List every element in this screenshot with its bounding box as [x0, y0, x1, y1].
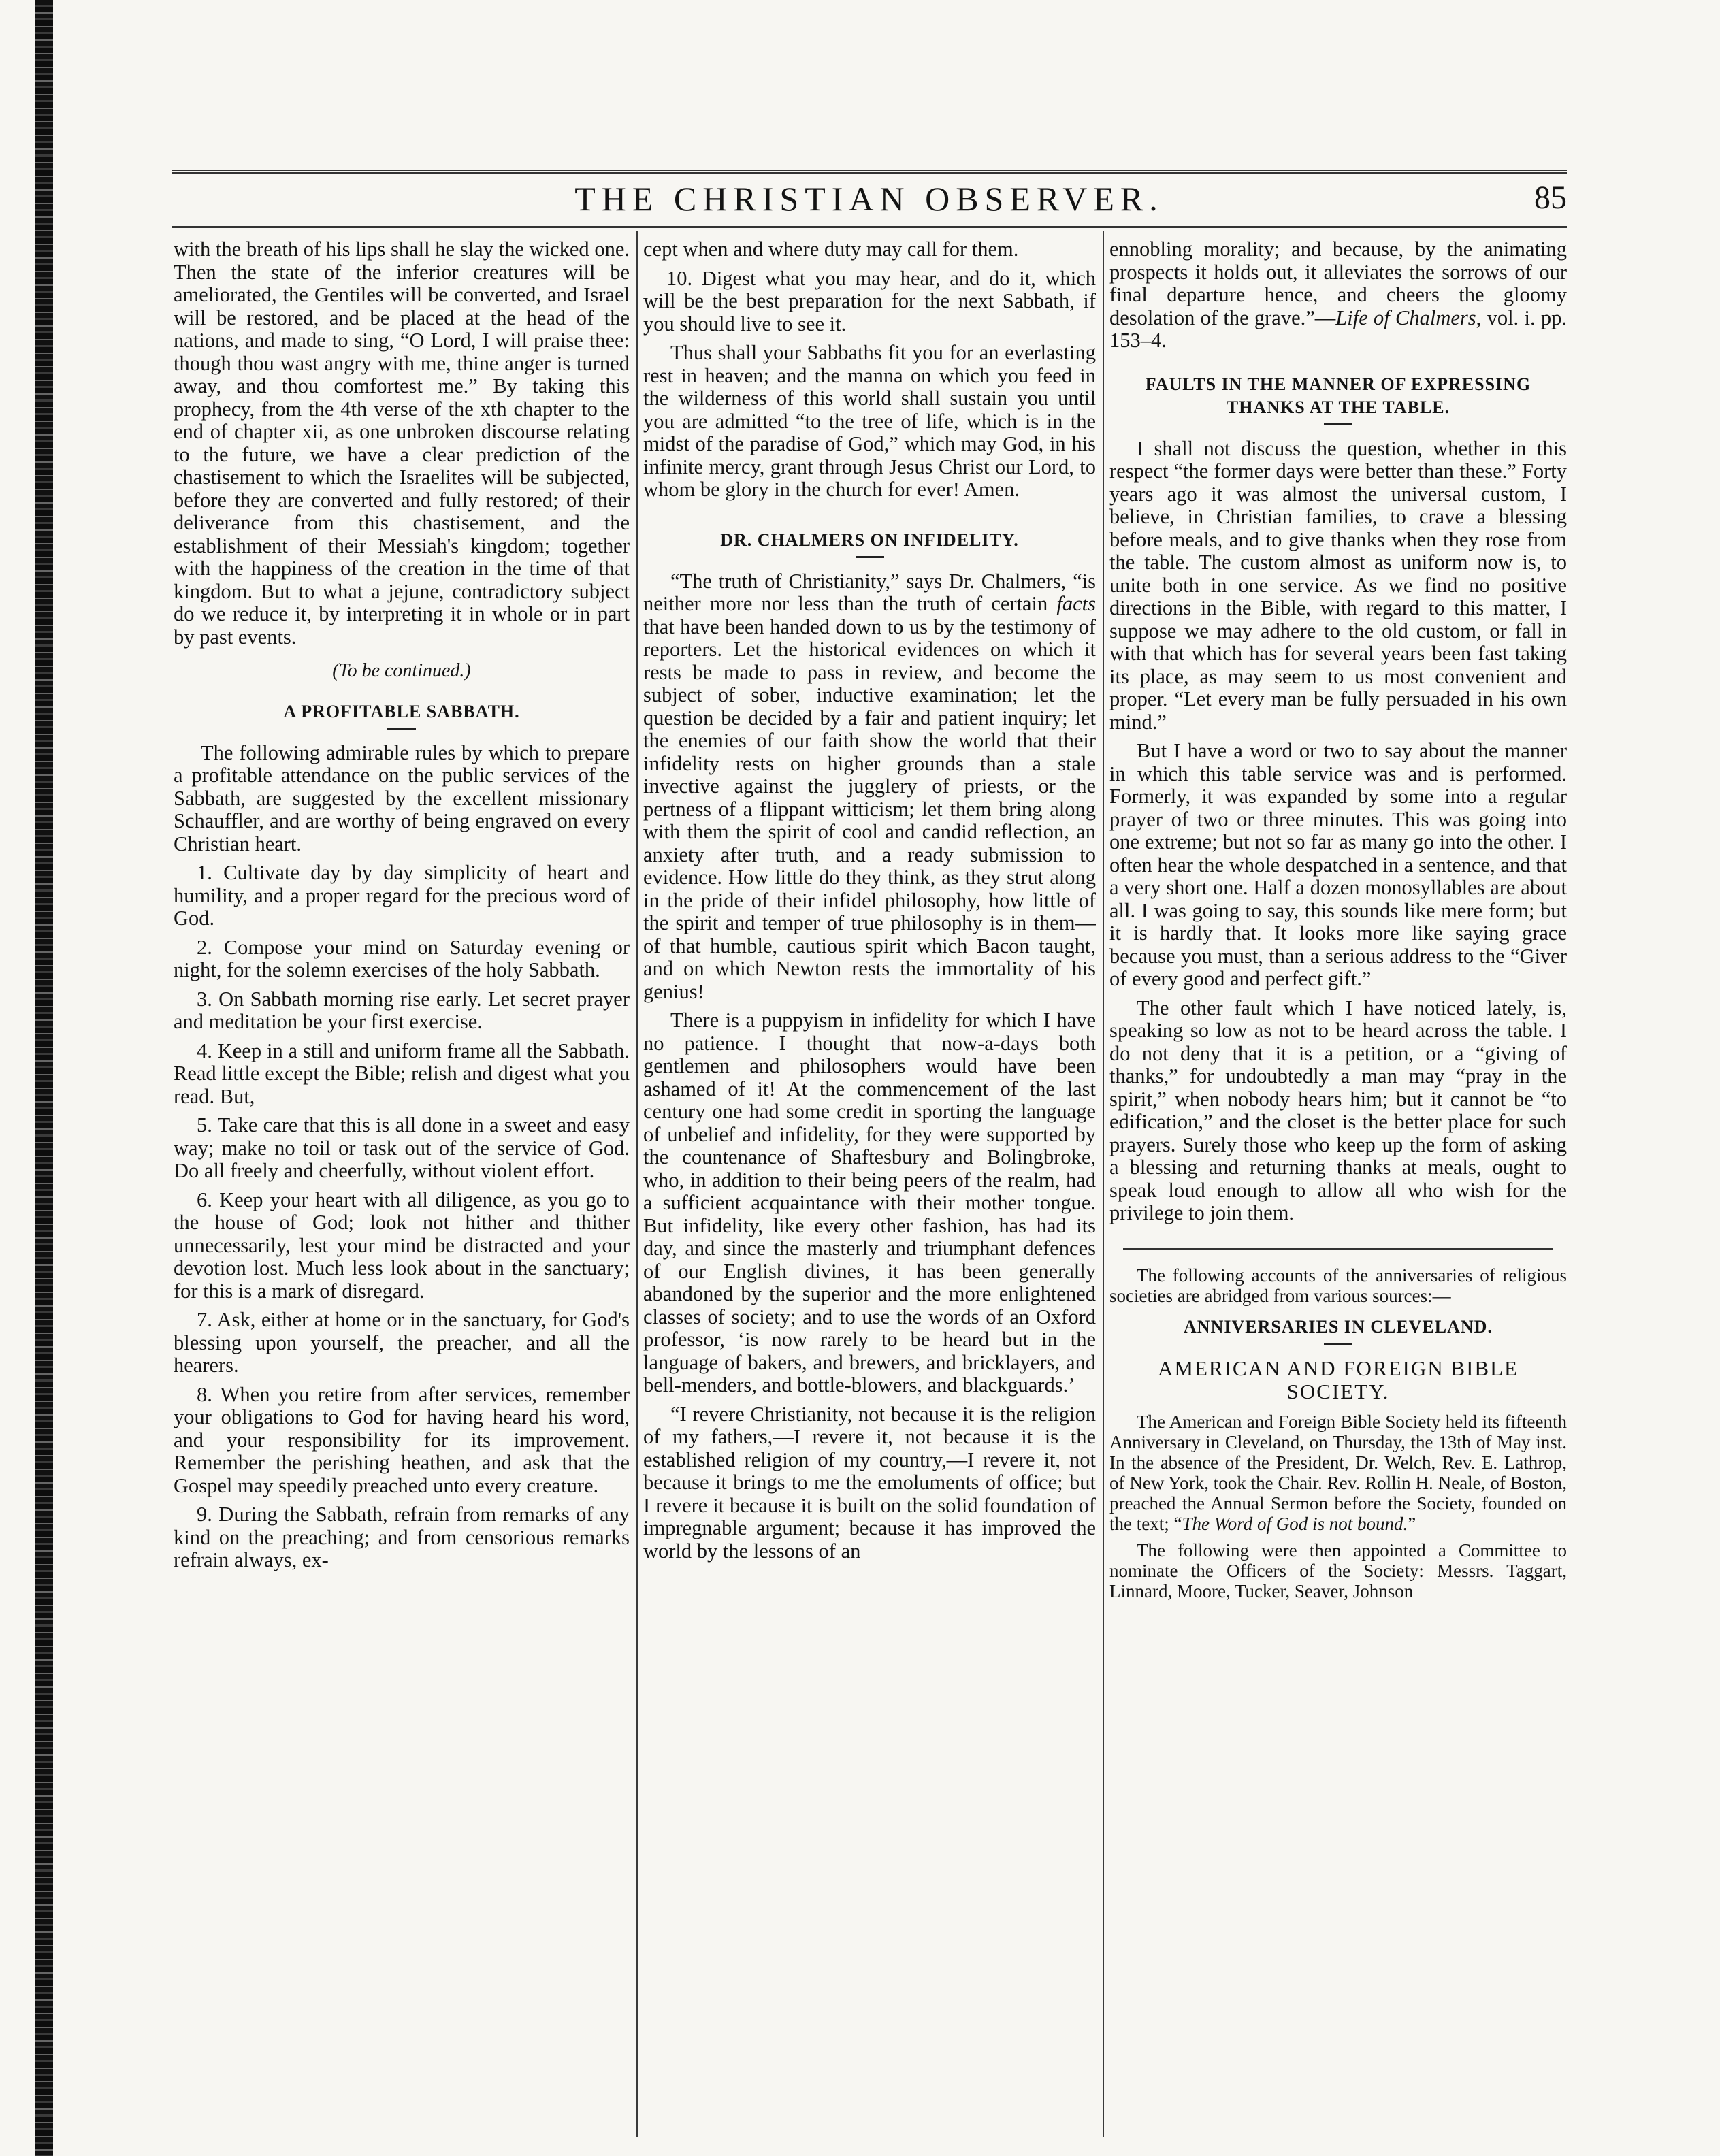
text-run: “The truth of Christianity,” says Dr. Chalmers, “is neither more nor less than the truth of certain	[643, 569, 1096, 615]
paragraph: cept when and where duty may call for them.	[643, 238, 1019, 261]
scan-binding-edge	[35, 0, 53, 2156]
column-rule-2	[1103, 231, 1104, 2137]
header-rule	[172, 226, 1567, 228]
section-separator	[1123, 1248, 1553, 1250]
paragraph	[1109, 238, 1567, 353]
heading-bible-society: AMERICAN AND FOREIGN BIBLE SOCIETY.	[1158, 1356, 1519, 1403]
rule-item: 9. During the Sabbath, refrain from remarks of any kind on the preaching; and from censorious remarks refrain always, ex-	[174, 1503, 630, 1571]
heading-dash	[1324, 1343, 1352, 1345]
heading-faults-thanks: FAULTS IN THE MANNER OF EXPRESSING THANKS AT THE TABLE.	[1145, 374, 1531, 417]
heading-dash	[856, 556, 884, 558]
paragraph: There is a puppyism in infidelity for which I have no patience. I thought that now-a-days both gentlemen and philosophers would have been ashamed of it! At the commencement of the last century one had some credit in sporting the language of unbelief and infidelity, for they were supported by the countenance of Shaftesbury and Bolingbroke, who, in addition to their being peers of the realm, had a sufficient acquaintance with their mother tongue. But infidelity, like every other fashion, has had its day, and since the masterly and triumphant defences of our English divines, it has been generally abandoned by the superior and the more enlightened classes of society; and to use the words of an Oxford professor, ‘is now rarely to be heard but in the language of bakers, and brewers, and bricklayers, and bell-menders, and bottle-blowers, and blackguards.’	[643, 1009, 1096, 1396]
column-2	[643, 238, 1096, 2144]
page-number: 85	[1534, 180, 1567, 216]
running-title: THE CHRISTIAN OBSERVER.	[574, 180, 1164, 218]
paragraph	[1109, 1411, 1567, 1534]
paragraph: with the breath of his lips shall he slay the wicked one. Then the state of the inferior creatures will be ameliorated, the Gentiles will be converted, and Israel will be restored, and be placed at the head of the nations, and made to sing, “O Lord, I will praise thee: though thou wast angry with me, thine anger is turned away, and thou comfortest me.” By taking this prophecy, from the 4th verse of the xth chapter to the end of chapter xii, as one unbroken discourse relating to the future, we have a clear prediction of the chastisement to which the Israelites will be subjected, before they are converted and fully restored; of their deliverance from this chastisement, and the establishment of their Messiah's kingdom; together with the happiness of the creation in the time of that kingdom. But to what a jejune, contradictory subject do we reduce it, by interpreting it in whole or in part by past events.	[174, 238, 630, 649]
rule-item: 5. Take care that this is all done in a sweet and easy way; make no toil or task out of the service of God. Do all freely and cheerfully, without violent effort.	[174, 1113, 630, 1182]
paragraph: The following admirable rules by which to prepare a profitable attendance on the public services of the Sabbath, are suggested by the excellent missionary Schauffler, and are worthy of being engraved on every Christian heart.	[174, 740, 630, 855]
heading-dash	[387, 728, 416, 730]
paragraph: “I revere Christianity, not because it is the religion of my fathers,—I revere it, not because it is the established religion of my country,—I revere it, not because it brings to me the emoluments of office; but I revere it because it is built on the solid foundation of impregnable argument; because it has improved the world by the lessons of an	[643, 1402, 1096, 1563]
continued-note: (To be continued.)	[332, 660, 471, 681]
rule-item: 8. When you retire from after services, remember your obligations to God for having heard his word, and your responsibility for its improvement. Remember the perishing heathen, and ask that the Gospel may speedily preached unto every creature.	[174, 1382, 630, 1497]
paragraph: I shall not discuss the question, whether in this respect “the former days were better than these.” Forty years ago it was almost the universal custom, I believe, in Christian families, to crave a blessing before meals, and to give thanks when they rose from the table. The custom almost as uniform now is, to unite both in one service. As we find no positive directions in the Bible, with regard to this matter, I suppose we may adhere to the old custom, or fall in with that which has for several years been fast taking its place, as may seem to us most convenient and proper. “Let every man be fully persuaded in his own mind.”	[1109, 436, 1567, 734]
column-3	[1109, 238, 1567, 2144]
rule-item: 10. Digest what you may hear, and do it, which will be the best preparation for the next Sabbath, if you should live to see it.	[643, 266, 1096, 336]
rule-item: 4. Keep in a still and uniform frame all the Sabbath. Read little except the Bible; relish and digest what you read. But,	[174, 1039, 630, 1108]
emphasis: facts	[1056, 592, 1096, 615]
paragraph	[643, 570, 1096, 1004]
rule-item: 6. Keep your heart with all diligence, as you go to the house of God; look not hither and thither unnecessarily, lest your mind be distracted and your devotion lost. Much less look about in the sanctuary; for this is a mark of disregard.	[174, 1188, 630, 1303]
heading-chalmers-infidelity: DR. CHALMERS ON INFIDELITY.	[720, 529, 1019, 550]
page-header	[172, 170, 1567, 227]
rule-item: 7. Ask, either at home or in the sanctuary, for God's blessing upon yourself, the preacher, and all the hearers.	[174, 1308, 630, 1377]
heading-dash	[1324, 423, 1352, 425]
paragraph: Thus shall your Sabbaths fit you for an everlasting rest in heaven; and the manna on which you feed in the wilderness of this world shall sustain you until you are admitted “to the tree of life, which is in the midst of the paradise of God,” which may God, in his infinite mercy, grant through Jesus Christ our Lord, to whom be glory in the church for ever! Amen.	[643, 341, 1096, 501]
heading-profitable-sabbath: A PROFITABLE SABBATH.	[283, 701, 520, 721]
paragraph: But I have a word or two to say about the manner in which this table service was and is performed. Formerly, it was expanded by some into a regular prayer of two or three minutes. This was going into one extreme; but not so far as many go into the other. I often hear the whole despatched in a sentence, and that a very short one. Half a dozen monosyllables are about all. I was going to say, this sounds like mere form; but it is hardly that. It looks more like saying grace because you must, than a serious address to the “Giver of every good and perfect gift.”	[1109, 739, 1567, 990]
rule-item: 3. On Sabbath morning rise early. Let secret prayer and meditation be your first exercise.	[174, 987, 630, 1033]
text-run: , vol. i. pp. 153–4.	[1109, 306, 1567, 352]
column-1	[174, 238, 630, 2144]
heading-anniversaries: ANNIVERSARIES IN CLEVELAND.	[1184, 1316, 1493, 1337]
emphasis: The Word of God is not bound.	[1182, 1513, 1408, 1534]
rule-item: 1. Cultivate day by day simplicity of heart and humility, and a proper regard for the precious word of God.	[174, 861, 630, 930]
text-run: ennobling morality; and because, by the animating prospects it holds out, it alleviates the sorrows of our final departure hence, and cheers the gloomy desolation of the grave.”—	[1109, 238, 1567, 329]
text-run: that have been handed down to us by the testimony of reporters. Let the historical evidences on which it rests be made to pass in review, and become the subject of sober, inductive examination; let the question be decided by a fair and patient inquiry; let the enemies of our faith show the world that their infidelity rests on higher grounds than a stale invective against the jugglery of priests, or the pertness of a flippant witticism; let them bring along with them the spirit of cool and candid reflection, an anxiety after truth, and a ready submission to evidence. How little do they think, as they strut along in the pride of their infidel philosophy, how little of the spirit and temper of true philosophy is in them—of that humble, cautious spirit which Bacon taught, and on which Newton rests the immortality of his genius!	[643, 615, 1096, 1003]
text-run: The American and Foreign Bible Society held its fifteenth Anniversary in Cleveland, on Thursday, the 13th of May inst. In the absence of the President, Dr. Welch, Rev. E. Lathrop, of New York, took the Chair. Rev. Rollin H. Neale, of Boston, preached the Annual Sermon before the Society, founded on the text; “	[1109, 1411, 1567, 1534]
emphasis: Life of Chalmers	[1335, 306, 1476, 329]
text-run: ”	[1408, 1513, 1416, 1534]
paragraph: The following were then appointed a Committee to nominate the Officers of the Society: Messrs. Taggart, Linnard, Moore, Tucker, Seaver, Johnson	[1109, 1539, 1567, 1601]
editorial-note: The following accounts of the anniversaries of religious societies are abridged from various sources:—	[1109, 1264, 1567, 1306]
rule-item: 2. Compose your mind on Saturday evening or night, for the solemn exercises of the holy Sabbath.	[174, 935, 630, 981]
column-rule-1	[636, 231, 638, 2137]
paragraph: The other fault which I have noticed lately, is, speaking so low as not to be heard across the table. I do not deny that it is a petition, or a “giving of thanks,” for undoubtedly a man may “pray in the spirit,” when nobody hears him; but it cannot be “to edification,” and the closet is the better place for such prayers. Surely those who keep up the form of asking a blessing and returning thanks at meals, ought to speak loud enough to allow all who wish for the privilege to join them.	[1109, 996, 1567, 1224]
